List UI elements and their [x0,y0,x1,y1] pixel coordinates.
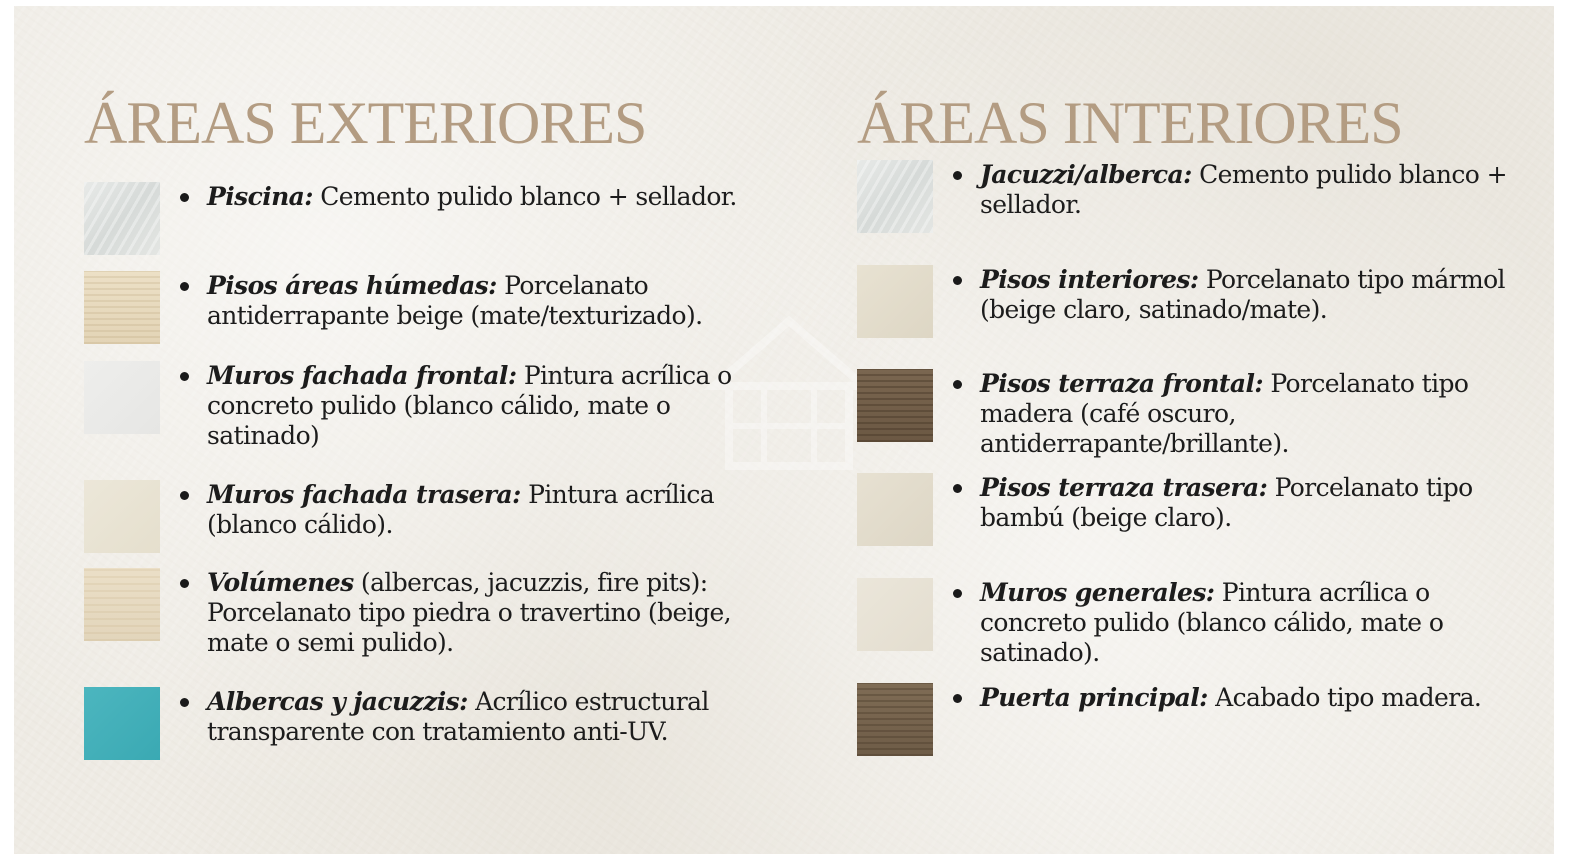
item-description: Pintura acrílica (blanco cálido). [207,480,715,539]
bullet-icon [953,589,962,598]
item-term: Puerta principal: [980,683,1208,712]
item-description: Cemento pulido blanco + sellador. [312,182,737,211]
item-description: Acabado tipo madera. [1207,683,1482,712]
item-term: Jacuzzi/alberca: [980,160,1192,189]
item-text [980,578,1540,668]
item-term: Albercas y jacuzzis: [207,687,468,716]
item-term: Pisos terraza frontal: [980,369,1263,398]
item-text [207,271,767,331]
material-spec-sheet [14,6,1554,854]
travertine-swatch [84,568,160,641]
cement-swatch [84,182,160,255]
cement-swatch [857,160,933,233]
marble-swatch [857,265,933,338]
exterior-areas-heading: ÁREAS EXTERIORES [84,90,647,156]
item-description: Acrílico estructural transparente con tratamiento anti-UV. [207,687,709,746]
item-description: Cemento pulido blanco + sellador. [980,160,1507,219]
interior-areas-heading: ÁREAS INTERIORES [857,90,1403,156]
ivory-swatch [84,480,160,553]
bullet-icon [953,171,962,180]
item-text [207,361,767,451]
bullet-icon [180,698,189,707]
item-description: Pintura acrílica o concreto pulido (blanco cálido, mate o satinado). [980,578,1444,667]
bullet-icon [180,282,189,291]
wood-door-swatch [857,683,933,756]
item-term: Pisos terraza trasera: [980,473,1268,502]
warm-white-swatch [84,361,160,434]
dark-wood-swatch [857,369,933,442]
bullet-icon [180,372,189,381]
cream-swatch [857,578,933,651]
item-text [980,473,1540,533]
bullet-icon [953,276,962,285]
bullet-icon [180,491,189,500]
item-description: Porcelanato tipo mármol (beige claro, satinado/mate). [980,265,1505,324]
item-term: Muros fachada frontal: [207,361,517,390]
item-term: Muros fachada trasera: [207,480,521,509]
bullet-icon [180,579,189,588]
item-text [980,265,1540,325]
item-description: (albercas, jacuzzis, fire pits): Porcelanato tipo piedra o travertino (beige, mate o semi pulido). [207,568,732,657]
item-text [207,687,767,747]
item-text [980,369,1540,459]
beige-tile-swatch [84,271,160,344]
item-text [207,182,767,212]
item-term: Pisos áreas húmedas: [207,271,497,300]
item-term: Muros generales: [980,578,1215,607]
item-term: Pisos interiores: [980,265,1199,294]
item-term: Piscina: [207,182,313,211]
bullet-icon [953,484,962,493]
bullet-icon [180,193,189,202]
turquoise-swatch [84,687,160,760]
item-description: Pintura acrílica o concreto pulido (blanco cálido, mate o satinado) [207,361,732,450]
bamboo-swatch [857,473,933,546]
item-text [980,683,1540,713]
item-text [980,160,1540,220]
item-description: Porcelanato tipo bambú (beige claro). [980,473,1473,532]
item-description: Porcelanato antiderrapante beige (mate/texturizado). [207,271,703,330]
item-term: Volúmenes [207,568,354,597]
item-text [207,568,767,658]
bullet-icon [953,380,962,389]
bullet-icon [953,694,962,703]
item-description: Porcelanato tipo madera (café oscuro, antiderrapante/brillante). [980,369,1469,458]
item-text [207,480,767,540]
